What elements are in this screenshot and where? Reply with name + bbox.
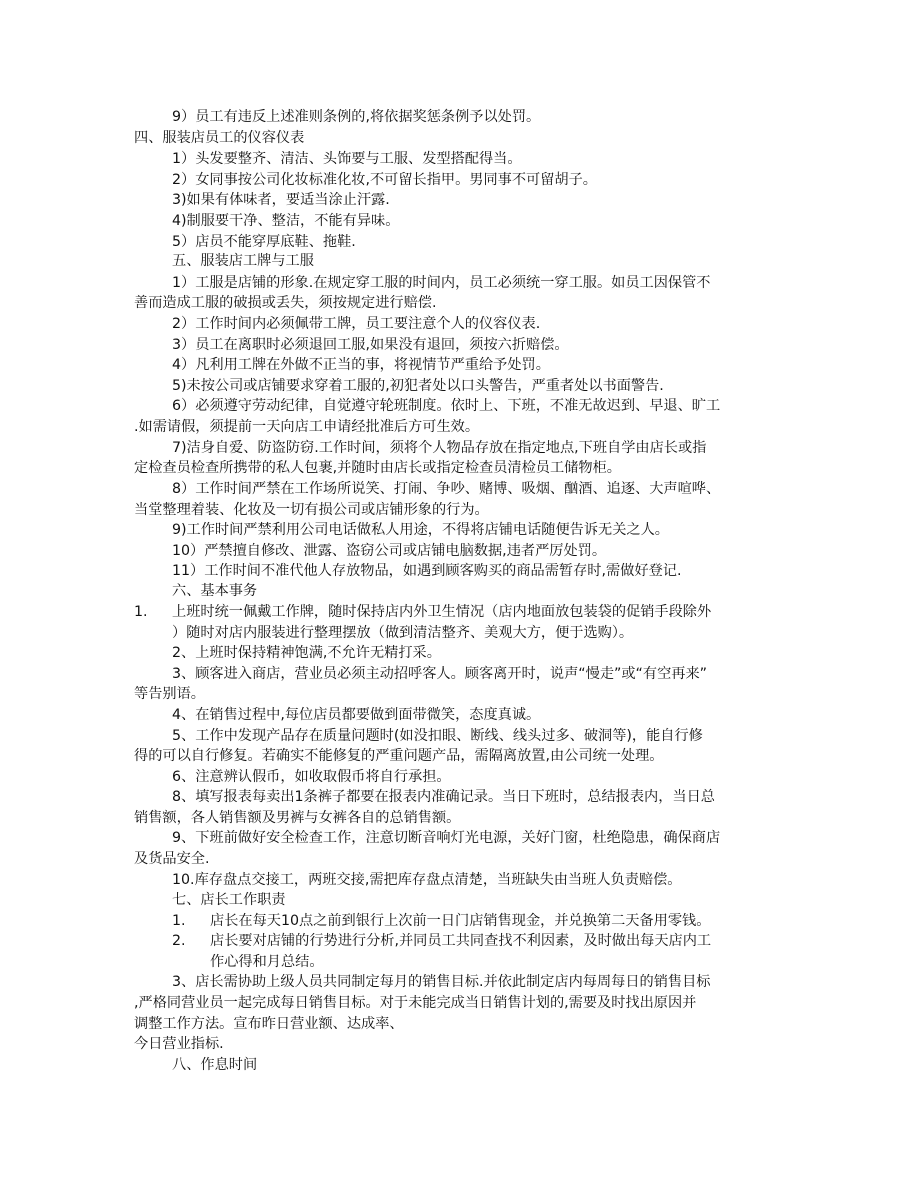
- rule-line: 9)工作时间严禁利用公司电话做私人用途，不得将店铺电话随便告诉无关之人。: [172, 522, 669, 538]
- rule-line-continued: 今日营业指标.: [134, 1036, 224, 1052]
- rule-line: 店长在每天10点之前到银行上次前一日门店销售现金，并兑换第二天备用零钱。: [210, 913, 711, 929]
- rule-line: 9）员工有违反上述准则条例的,将依据奖惩条例予以处罚。: [172, 109, 541, 125]
- rule-line: 9、下班前做好安全检查工作，注意切断音响灯光电源，关好门窗，杜绝隐患，确保商店: [172, 830, 721, 846]
- section-heading: 七、店长工作职责: [172, 892, 286, 908]
- rule-line: 5、工作中发现产品存在质量问题时(如没扣眼、断线、线头过多、破洞等)，能自行修: [172, 728, 703, 744]
- list-marker: 2.: [172, 933, 186, 949]
- rule-line: 7)洁身自爱、防盗防窃.工作时间，须将个人物品存放在指定地点,下班自学由店长或指: [172, 440, 707, 456]
- section-heading: 四、服装店员工的仪容仪表: [134, 130, 305, 146]
- rule-line-continued: .如需请假，须提前一天向店工申请经批准后方可生效。: [134, 419, 480, 435]
- rule-line: 2）工作时间内必须佩带工牌，员工要注意个人的仪容仪表.: [172, 316, 541, 332]
- rule-line: 3、店长需协助上级人员共同制定每月的销售目标.并依此制定店内每周每日的销售目标: [172, 974, 711, 990]
- rule-line: 3）员工在离职时必须退回工服,如果没有退回，须按六折赔偿。: [172, 337, 569, 353]
- rule-line: 8、填写报表每卖出1条裤子都要在报表内准确记录。当日下班时，总结报表内，当日总: [172, 789, 715, 805]
- section-heading: 八、作息时间: [172, 1057, 258, 1073]
- rule-line-continued: 调整工作方法。宣布昨日营业额、达成率、: [134, 1016, 404, 1032]
- rule-line: 2、上班时保持精神饱满,不允许无精打采。: [172, 645, 441, 661]
- rule-line: 4、在销售过程中,每位店员都要做到面带微笑，态度真诚。: [172, 707, 541, 723]
- rule-line-continued: 当堂整理着装、化妆及一切有损公司或店铺形象的行为。: [134, 502, 489, 518]
- rule-line: 3)如果有体味者，要适当涂止汗露.: [172, 192, 390, 208]
- rule-line: 2）女同事按公司化妆标准化妆,不可留长指甲。男同事不可留胡子。: [172, 172, 597, 188]
- rule-line: 5)未按公司或店铺要求穿着工服的,初犯者处以口头警告，严重者处以书面警告.: [172, 378, 664, 394]
- rule-line: 店长要对店铺的行势进行分析,并同员工共同查找不利因素，及时做出每天店内工: [210, 933, 712, 949]
- rule-line-continued: ,严格同营业员一起完成每日销售目标。对于未能完成当日销售计划的,需要及时找出原因并: [134, 995, 697, 1011]
- rule-line: 10）严禁擅自修改、泄露、盗窃公司或店铺电脑数据,违者严厉处罚。: [172, 543, 607, 559]
- section-heading: 六、基本事务: [172, 583, 258, 599]
- list-marker: 1.: [172, 913, 186, 929]
- rule-line-continued: 善而造成工服的破损或丢失，须按规定进行赔偿.: [134, 295, 437, 311]
- rule-line-continued: 得的可以自行修复。若确实不能修复的严重问题产品，需隔离放置,由公司统一处理。: [134, 748, 664, 764]
- rule-line-continued: 销售额，各人销售额及男裤与女裤各自的总销售额。: [134, 810, 461, 826]
- section-heading: 五、服装店工牌与工服: [172, 253, 314, 269]
- rule-line: 4)制服要干净、整洁，不能有异味。: [172, 213, 400, 229]
- rule-line: 10.库存盘点交接工，两班交接,需把库存盘点清楚，当班缺失由当班人负责赔偿。: [172, 872, 682, 888]
- rule-line-continued: 等告别语。: [134, 686, 205, 702]
- rule-line: 3、顾客进入商店，营业员必须主动招呼客人。顾客离开时，说声“慢走”或“有空再来”: [172, 666, 707, 682]
- rule-line-continued: 定检查员检查所携带的私人包裹,并随时由店长或指定检查员清检员工储物柜。: [134, 460, 621, 476]
- rule-line: 6、注意辨认假币，如收取假币将自行承担。: [172, 769, 451, 785]
- rule-line: 上班时统一佩戴工作牌，随时保持店内外卫生情况（店内地面放包装袋的促销手段除外: [172, 604, 712, 620]
- rule-line: 1）头发要整齐、清洁、头饰要与工服、发型搭配得当。: [172, 151, 522, 167]
- list-marker: 1.: [134, 604, 148, 620]
- rule-line-continued: ）随时对店内服装进行整理摆放（做到清洁整齐、美观大方，便于选购）。: [172, 625, 634, 641]
- rule-line: 5）店员不能穿厚底鞋、拖鞋.: [172, 234, 356, 250]
- rule-line-continued: 作心得和月总结。: [210, 954, 324, 970]
- rule-line: 11）工作时间不准代他人存放物品，如遇到顾客购买的商品需暂存时,需做好登记.: [172, 563, 682, 579]
- rule-line: 6）必须遵守劳动纪律，自觉遵守轮班制度。依时上、下班，不准无故迟到、早退、旷工: [172, 398, 721, 414]
- rule-line: 1）工服是店铺的形象.在规定穿工服的时间内，员工必须统一穿工服。如员工因保管不: [172, 275, 711, 291]
- rule-line: 8）工作时间严禁在工作场所说笑、打闹、争吵、赌博、吸烟、酗酒、追逐、大声喧哗、: [172, 481, 721, 497]
- rule-line-continued: 及货品安全.: [134, 851, 210, 867]
- rule-line: 4）凡利用工牌在外做不正当的事，将视情节严重给予处罚。: [172, 357, 550, 373]
